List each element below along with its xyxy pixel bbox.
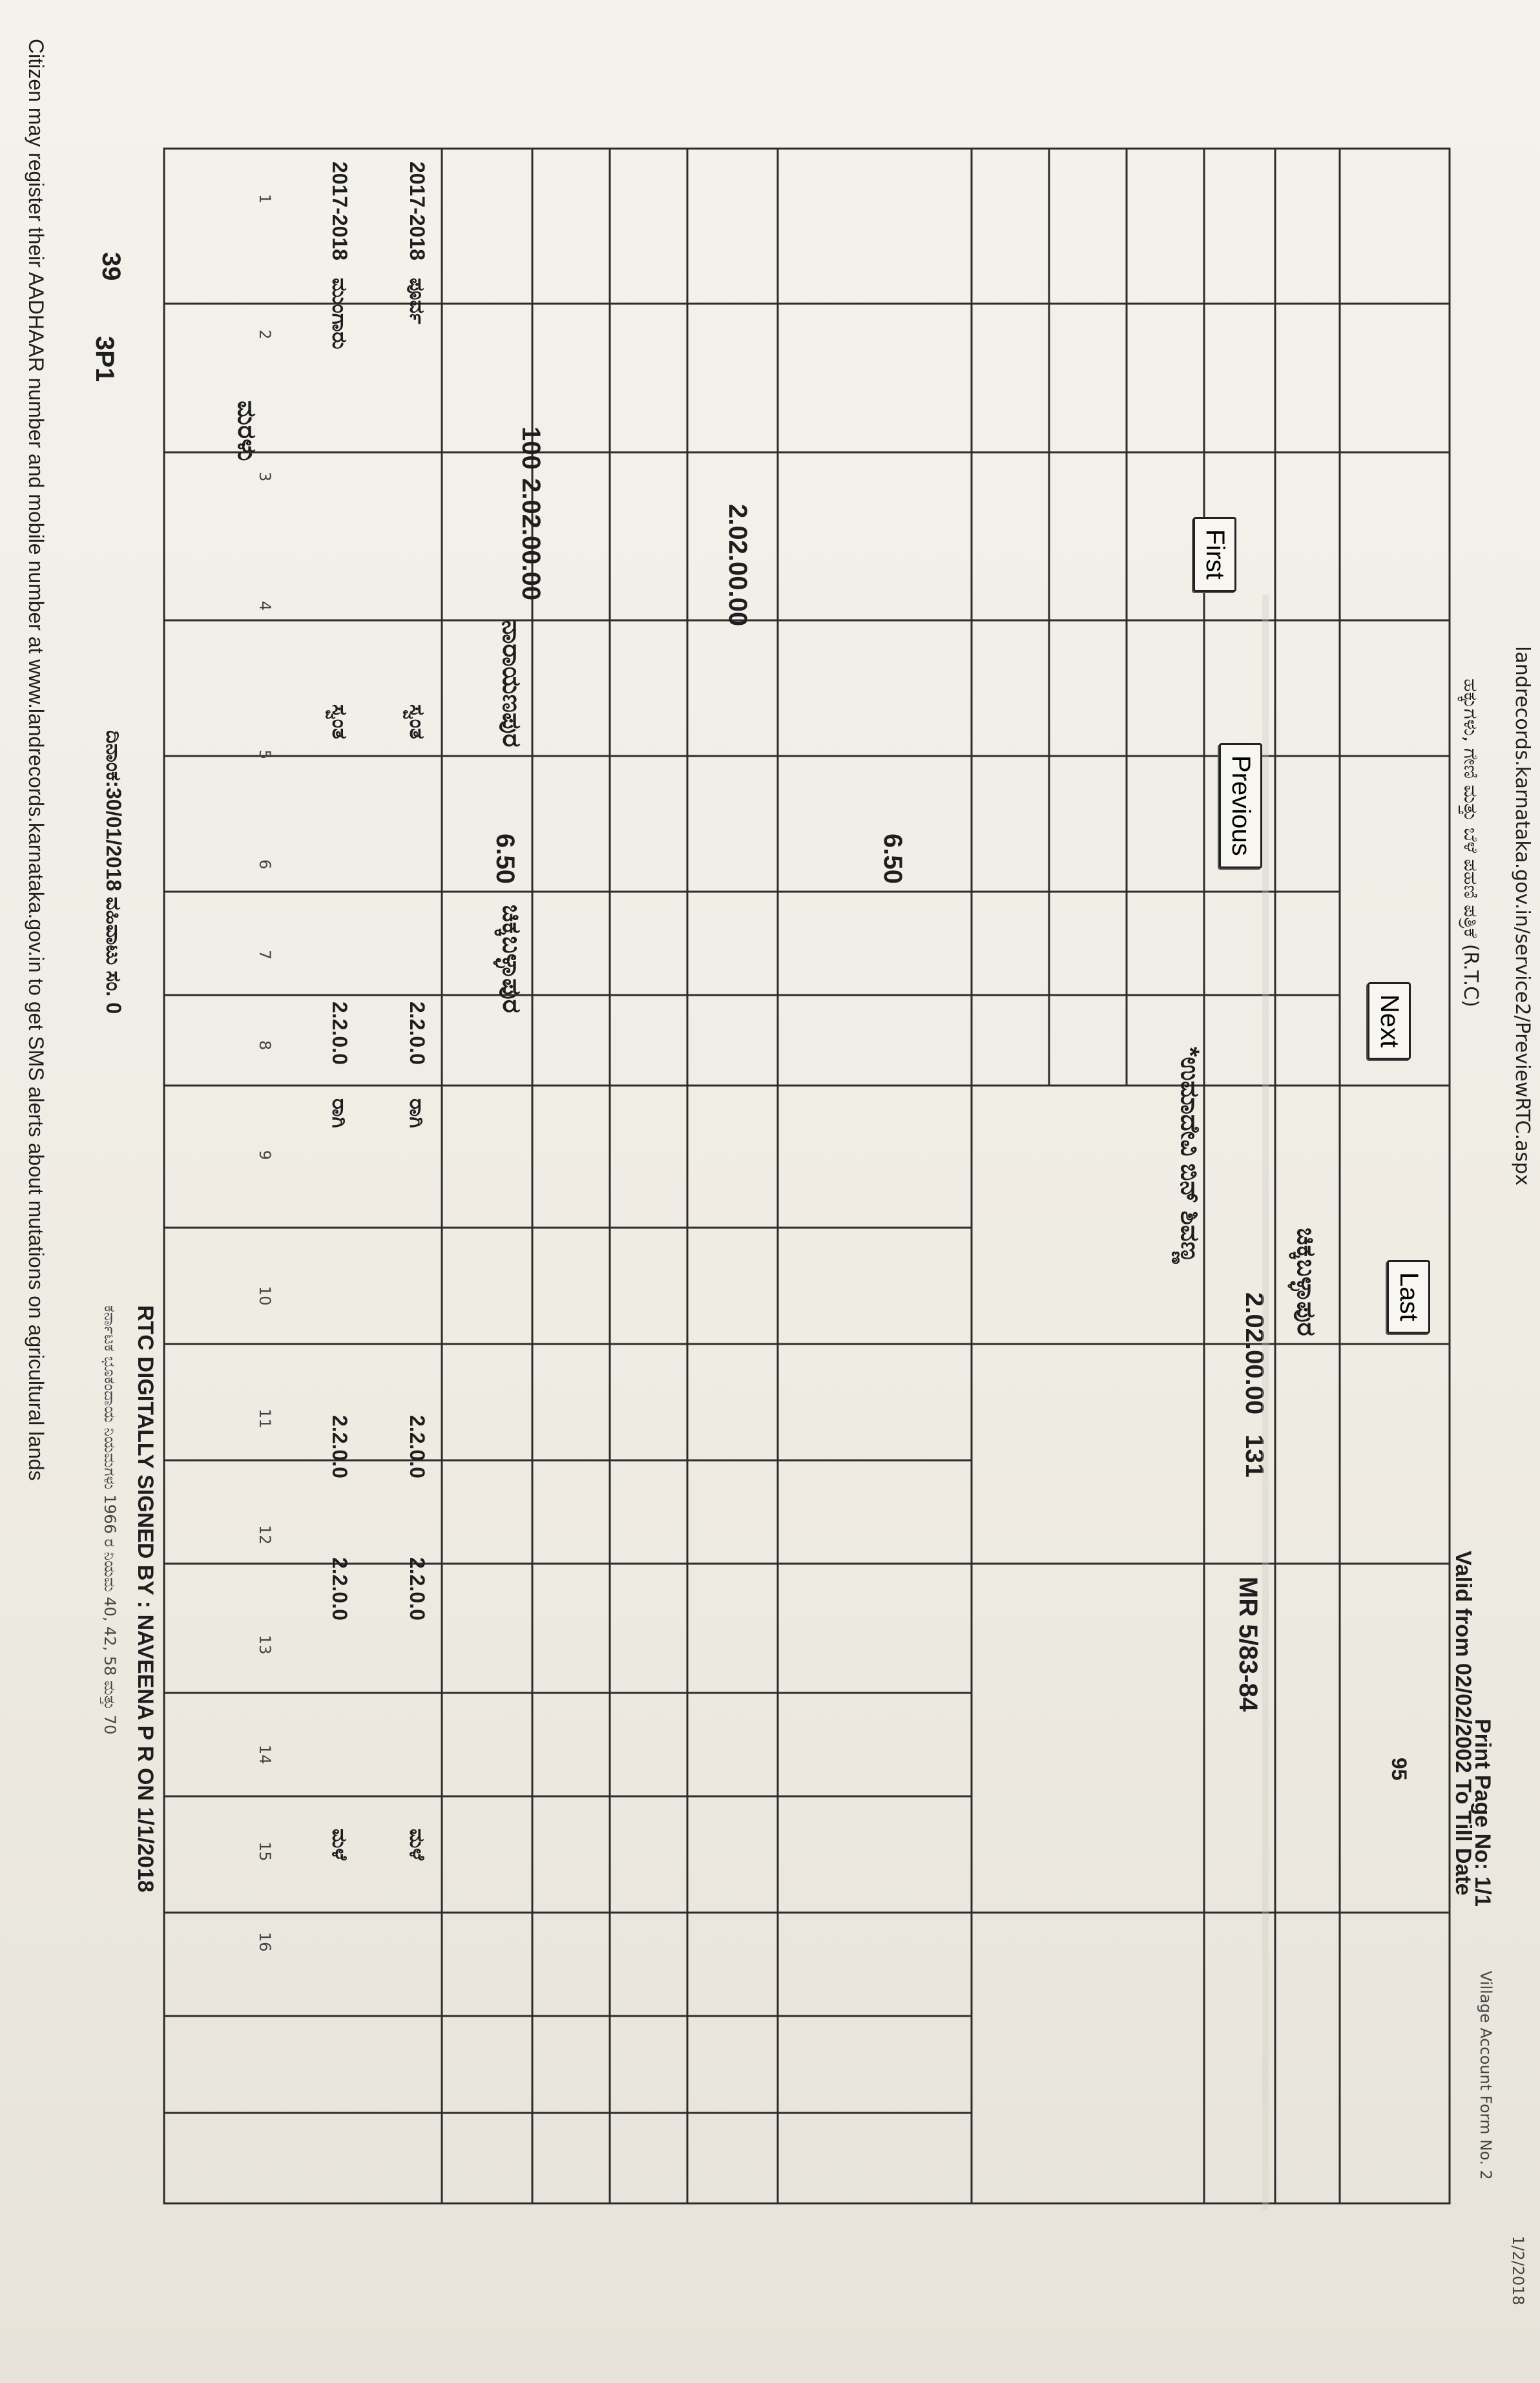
next-button[interactable]: Next <box>1368 982 1411 1060</box>
crop-row <box>364 149 442 2203</box>
column-number: 11 <box>256 1409 274 1429</box>
crop-extent-2: 2.2.0.0 <box>328 1557 351 1621</box>
column-number: 2 <box>256 330 274 340</box>
print-page-no: Print Page No: 1/1 <box>1470 1719 1495 1907</box>
column-number: 1 <box>256 194 274 204</box>
column-number: 13 <box>256 1635 274 1655</box>
print-date: 1/2/2018 <box>1509 2236 1527 2305</box>
crop-tenure: ಸ್ವಂತ <box>328 704 351 739</box>
crop-season: ಮುಂಗಾರು <box>328 278 351 350</box>
crop-season: ಪೂರ್ವ <box>406 278 429 324</box>
column-number: 10 <box>256 1286 274 1306</box>
soil-type: ಮರಳು <box>233 401 261 461</box>
owner-extent: 2.02.00.00 <box>1240 1292 1269 1415</box>
column-number: 15 <box>256 1842 274 1862</box>
page-no: 95 <box>1388 1758 1411 1781</box>
crop-name: ರಾಗಿ <box>406 1098 429 1128</box>
digital-signature: RTC DIGITALLY SIGNED BY : NAVEENA P R ON 1/1/2018 <box>133 1305 158 1893</box>
valid-from: Valid from 02/02/2002 To Till Date <box>1451 1551 1475 1896</box>
column-number-row <box>248 149 274 2203</box>
column-number: 7 <box>256 950 274 960</box>
crop-mark: ಮಳೆ <box>406 1829 429 1861</box>
owner-khatha: 131 <box>1240 1434 1269 1478</box>
mutation-ref: MR 5/83-84 <box>1234 1577 1262 1712</box>
owner-name: *ಉಮಾದೇವಿ ಬಿನ್ ಶಿವಣ್ಣ <box>1176 1047 1204 1264</box>
crop-tenure: ಸ್ವಂತ <box>406 704 429 739</box>
area-unusable: 2.02.00.00 <box>723 504 752 627</box>
crop-extent: 2.2.0.0 <box>328 1415 351 1478</box>
crop-irr: 2.2.0.0 <box>328 1002 351 1065</box>
watermark-band <box>1262 594 1269 2210</box>
survey-no: 39 <box>97 252 125 281</box>
first-button[interactable]: First <box>1193 517 1236 592</box>
crop-row <box>287 149 364 2203</box>
column-number: 16 <box>256 1932 274 1952</box>
crop-extent-2: 2.2.0.0 <box>406 1557 429 1621</box>
water-rate: 6.50 <box>879 834 907 884</box>
form-no: Village Account Form No. 2 <box>1477 1971 1495 2180</box>
previous-button[interactable]: Previous <box>1219 743 1262 868</box>
area-total: 2.02.00.00 <box>517 478 545 601</box>
assessment-pct: 100 <box>517 426 545 470</box>
column-number: 6 <box>256 859 274 870</box>
village-name: ನಾರಾಯಣಪುರ <box>497 620 526 748</box>
crop-year: 2017-2018 <box>328 162 351 261</box>
hissa-no: 3P1 <box>90 336 119 383</box>
crop-irr: 2.2.0.0 <box>406 1002 429 1065</box>
column-number: 12 <box>256 1525 274 1545</box>
column-number: 5 <box>256 750 274 760</box>
column-number: 8 <box>256 1040 274 1051</box>
column-number: 4 <box>256 601 274 611</box>
sms-notice: Citizen may register their AADHAAR number and mobile number at www.landrecords.karnataka.gov.in to get SMS alerts about mutations on agricultural lands <box>25 39 48 1481</box>
crop-mark: ಮಳೆ <box>328 1829 351 1861</box>
page-url: landrecords.karnataka.gov.in/service2/PreviewRTC.aspx <box>1511 646 1534 1186</box>
column-number: 9 <box>256 1150 274 1160</box>
crop-name: ರಾಗಿ <box>328 1098 351 1128</box>
last-button[interactable]: Last <box>1387 1260 1430 1334</box>
taluk-name: ಚಿಕ್ಕಬಳ್ಳಾಪುರ <box>1292 1228 1320 1336</box>
legal-note: ಕರ್ನಾಟಕ ಭೂಕಂದಾಯ ನಿಯಮಗಳು 1966 ರ ನಿಯಮ 40, 42, 58 ಮತ್ತು 70 <box>101 1305 119 1735</box>
document-title: ಹಕ್ಕುಗಳು, ಗೇಣಿ ಮತ್ತು ಬೆಳೆ ಪಹಣಿ ಪತ್ರಿಕೆ (R.T.C) <box>1459 678 1482 1007</box>
transaction-date: ದಿನಾಂಕ:30/01/2018 ವಹಿವಾಟು ಸಂ. 0 <box>102 730 125 1014</box>
column-number: 3 <box>256 472 274 482</box>
column-number: 14 <box>256 1745 274 1765</box>
assessment: 6.50 <box>491 834 519 884</box>
hobli-name: ಚಿಕ್ಕಬಳ್ಳಾಪುರ <box>497 905 526 1013</box>
crop-extent: 2.2.0.0 <box>406 1415 429 1478</box>
crop-year: 2017-2018 <box>406 162 429 261</box>
